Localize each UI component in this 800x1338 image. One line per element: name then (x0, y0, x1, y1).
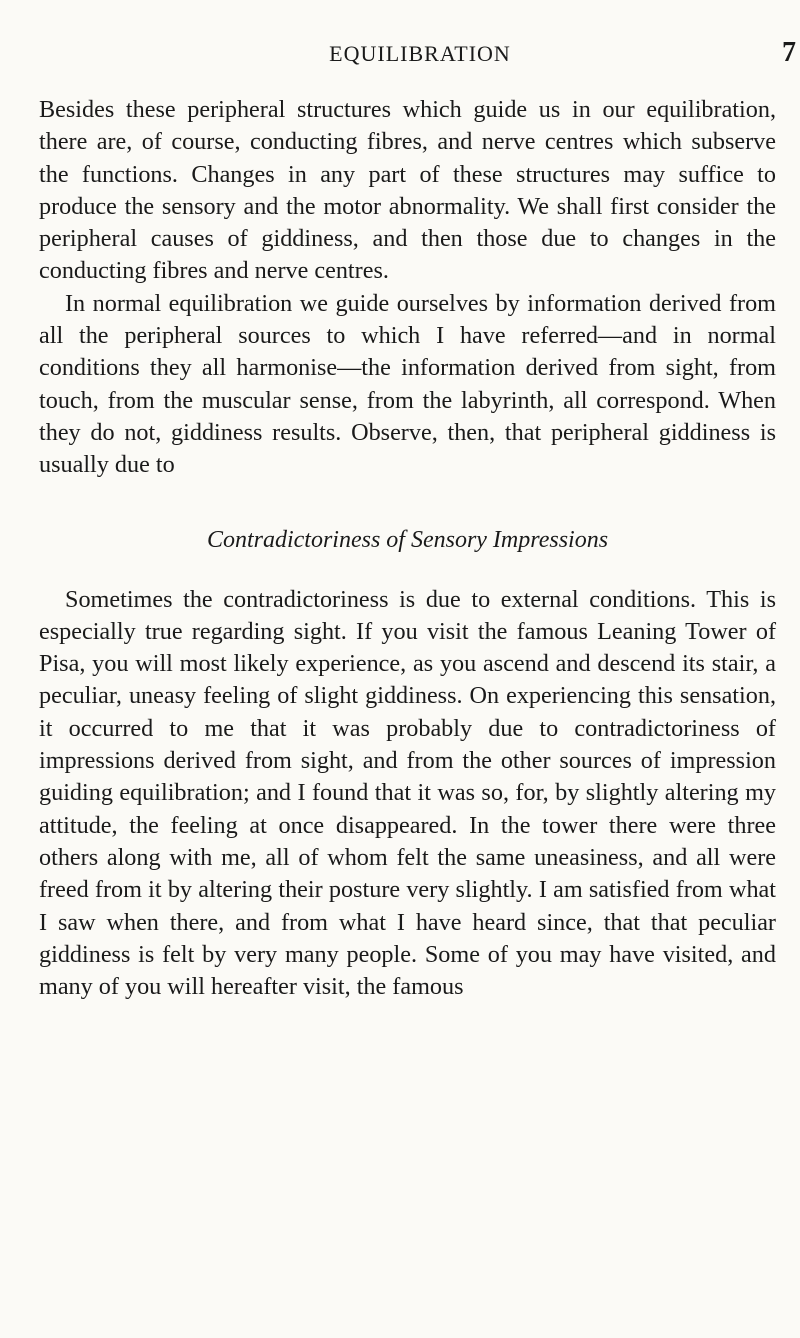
section-heading: Contradictoriness of Sensory Impressions (206, 526, 609, 553)
page-number: 7 (782, 37, 796, 68)
running-title: EQUILIBRATION (329, 41, 511, 66)
running-head (40, 38, 800, 70)
paragraph: Besides these peripheral structures which guide us in our equilibration, there are, of course, conducting fibres, and nerve centres which subserve the functions. Changes in any part of these structures may suffice to produce the sensory and the motor abnormality. We shall first consider the peripheral causes of giddiness, and then those due to changes in the conducting fibres and nerve centres. (39, 96, 776, 285)
body-text (39, 94, 776, 1003)
paragraph: Sometimes the contradictoriness is due to external conditions. This is especially true regarding sight. If you visit the famous Leaning Tower of Pisa, you will most likely experience, as you ascend and descend its stair, a peculiar, uneasy feeling of slight giddiness. On experiencing this sensation, it occurred to me that it was probably due to contradictoriness of impressions derived from sight, and from the other sources of impression guiding equilibration; and I found that it was so, for, by slightly altering my attitude, the feeling at once disappeared. In the tower there were three others along with me, all of whom felt the same uneasiness, and all were freed from it by altering their posture very slightly. I am satisfied from what I saw when there, and from what I have heard since, that that peculiar giddiness is felt by very many people. Some of you may have visited, and many of you will hereafter visit, the famous (39, 585, 776, 1001)
paragraph: In normal equilibration we guide ourselves by information derived from all the peripheral sources to which I have referred—and in normal conditions they all harmonise—the information derived from sight, from touch, from the muscular sense, from the labyrinth, all correspond. When they do not, giddiness results. Observe, then, that peripheral giddiness is usually due to (39, 289, 776, 479)
